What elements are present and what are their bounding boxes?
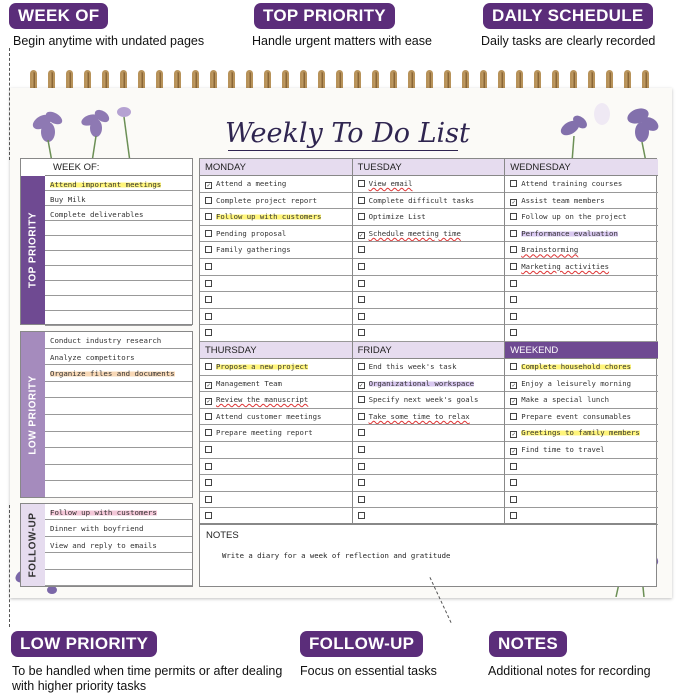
- task-row[interactable]: [200, 409, 352, 426]
- checkbox-icon[interactable]: ✓: [511, 398, 516, 406]
- checkbox-icon[interactable]: [510, 479, 517, 486]
- task-row[interactable]: [200, 508, 352, 525]
- task-row[interactable]: [353, 392, 505, 409]
- task-row[interactable]: [353, 193, 505, 210]
- task-row[interactable]: [505, 425, 658, 442]
- checkbox-icon[interactable]: [205, 446, 212, 453]
- task-text: Marketing activities: [521, 261, 610, 271]
- checkbox-icon[interactable]: [205, 463, 212, 470]
- list-item[interactable]: [45, 553, 192, 569]
- task-row[interactable]: [200, 475, 352, 492]
- list-item[interactable]: [45, 481, 192, 498]
- checkbox-icon[interactable]: [205, 429, 212, 436]
- checkbox-icon[interactable]: [358, 363, 365, 370]
- checkbox-icon[interactable]: [510, 413, 517, 420]
- task-row[interactable]: [505, 508, 658, 525]
- low-priority-box: [20, 331, 193, 498]
- task-row[interactable]: [200, 176, 352, 193]
- callout-low-priority: LOW PRIORITY: [11, 631, 157, 657]
- day-column-weekend: [505, 342, 658, 525]
- list-item[interactable]: [45, 251, 192, 266]
- task-row[interactable]: [353, 359, 505, 376]
- task-text: Prepare event consumables: [521, 411, 632, 421]
- checkbox-icon[interactable]: [358, 479, 365, 486]
- task-row[interactable]: [505, 276, 658, 293]
- task-text: Organizational workspace: [368, 378, 475, 388]
- checkbox-icon[interactable]: [510, 296, 517, 303]
- arrow-week-of: [9, 48, 10, 160]
- list-item-text: Conduct industry research: [50, 336, 162, 345]
- task-row[interactable]: [353, 508, 505, 525]
- list-item-text: Buy Milk: [50, 195, 86, 204]
- task-text: Performance evaluation: [521, 228, 618, 238]
- list-item-text: Organize files and documents: [50, 369, 175, 379]
- list-item[interactable]: [45, 191, 192, 206]
- checkbox-icon[interactable]: [510, 246, 517, 253]
- list-item[interactable]: [45, 398, 192, 415]
- day-column-tuesday: [353, 159, 506, 342]
- checkbox-icon[interactable]: ✓: [511, 431, 516, 439]
- task-row[interactable]: [200, 392, 352, 409]
- task-row[interactable]: [353, 242, 505, 259]
- checkbox-icon[interactable]: [510, 363, 517, 370]
- callout-daily-schedule-desc: Daily tasks are clearly recorded: [481, 34, 656, 48]
- checkbox-icon[interactable]: [205, 413, 212, 420]
- list-item[interactable]: [45, 537, 192, 553]
- list-item[interactable]: [45, 365, 192, 382]
- task-text: Complete project report: [216, 195, 318, 205]
- checkbox-icon[interactable]: [510, 313, 517, 320]
- list-item[interactable]: [45, 221, 192, 236]
- checkbox-icon[interactable]: ✓: [206, 381, 211, 389]
- task-row[interactable]: [353, 492, 505, 509]
- task-text: Optimize List: [368, 212, 426, 222]
- checkbox-icon[interactable]: [205, 512, 212, 519]
- day-header: THURSDAY: [200, 342, 352, 359]
- list-item[interactable]: [45, 176, 192, 191]
- checkbox-icon[interactable]: [358, 446, 365, 453]
- checkbox-icon[interactable]: [205, 246, 212, 253]
- task-text: Management Team: [216, 378, 282, 388]
- checkbox-icon[interactable]: [358, 396, 365, 403]
- list-item-text: Dinner with boyfriend: [50, 524, 144, 534]
- list-item[interactable]: [45, 382, 192, 399]
- task-row[interactable]: [200, 292, 352, 309]
- checkbox-icon[interactable]: [358, 413, 365, 420]
- day-header: WEEKEND: [505, 342, 658, 359]
- task-row[interactable]: [353, 209, 505, 226]
- task-row[interactable]: [505, 442, 658, 459]
- callout-follow-up-desc: Focus on essential tasks: [300, 664, 437, 678]
- checkbox-icon[interactable]: ✓: [359, 381, 363, 389]
- task-text: End this week's task: [368, 362, 457, 371]
- day-column-friday: [353, 342, 506, 525]
- callout-daily-schedule: DAILY SCHEDULE: [483, 3, 653, 29]
- task-text: Greetings to family members: [521, 428, 640, 438]
- task-text: Complete difficult tasks: [368, 195, 475, 205]
- callout-follow-up: FOLLOW-UP: [300, 631, 423, 657]
- checkbox-icon[interactable]: [510, 180, 517, 187]
- checkbox-icon[interactable]: [358, 496, 365, 503]
- checkbox-icon[interactable]: [205, 230, 212, 237]
- list-item[interactable]: [45, 266, 192, 281]
- task-row[interactable]: [353, 309, 505, 326]
- task-row[interactable]: [505, 176, 658, 193]
- notes-text[interactable]: Write a diary for a week of reflection and gratitude: [222, 551, 451, 560]
- checkbox-icon[interactable]: [358, 313, 365, 320]
- task-row[interactable]: [200, 309, 352, 326]
- task-row[interactable]: [505, 376, 658, 393]
- task-row[interactable]: [505, 292, 658, 309]
- task-text: Review the manuscript: [216, 395, 309, 405]
- task-row[interactable]: [353, 292, 505, 309]
- iris-flower-icon: [540, 92, 670, 162]
- task-row[interactable]: [200, 209, 352, 226]
- task-text: Schedule meeting time: [368, 228, 461, 238]
- task-text: Specify next week's goals: [368, 395, 479, 405]
- task-row[interactable]: [353, 259, 505, 276]
- list-item[interactable]: [45, 448, 192, 465]
- list-item-text: View and reply to emails: [50, 540, 157, 550]
- top-priority-box: [20, 158, 193, 325]
- checkbox-icon[interactable]: [358, 213, 365, 220]
- task-row[interactable]: [200, 359, 352, 376]
- task-text: Take some time to relax: [368, 411, 470, 421]
- task-text: Make a special lunch: [521, 395, 610, 405]
- list-item[interactable]: [45, 570, 192, 586]
- task-row[interactable]: [353, 226, 505, 243]
- task-text: Assist team members: [521, 195, 605, 205]
- checkbox-icon[interactable]: [358, 329, 365, 336]
- follow-up-list: [45, 504, 192, 586]
- day-column-monday: [200, 159, 353, 342]
- task-row[interactable]: [505, 459, 658, 476]
- checkbox-icon[interactable]: [205, 496, 212, 503]
- day-header: MONDAY: [200, 159, 352, 176]
- task-text: Propose a new project: [216, 362, 309, 371]
- task-row[interactable]: [505, 475, 658, 492]
- task-row[interactable]: [200, 459, 352, 476]
- callout-notes-desc: Additional notes for recording: [488, 664, 651, 678]
- checkbox-icon[interactable]: [205, 363, 212, 370]
- week-of-field[interactable]: WEEK OF:: [45, 159, 192, 176]
- task-row[interactable]: [505, 209, 658, 226]
- checkbox-icon[interactable]: [205, 313, 212, 320]
- task-row[interactable]: [505, 392, 658, 409]
- list-item[interactable]: [45, 332, 192, 349]
- list-item[interactable]: [45, 520, 192, 536]
- task-row[interactable]: [353, 442, 505, 459]
- checkbox-icon[interactable]: [510, 329, 517, 336]
- task-row[interactable]: [353, 409, 505, 426]
- checkbox-icon[interactable]: [205, 213, 212, 220]
- task-text: Follow up with customers: [216, 212, 322, 222]
- top-priority-list: [45, 176, 192, 326]
- task-row[interactable]: [200, 442, 352, 459]
- task-row[interactable]: [353, 425, 505, 442]
- list-item-text: Follow up with customers: [50, 508, 157, 517]
- checkbox-icon[interactable]: [358, 296, 365, 303]
- checkbox-icon[interactable]: ✓: [359, 231, 363, 239]
- callout-top-priority: TOP PRIORITY: [254, 3, 395, 29]
- day-header: WEDNESDAY: [505, 159, 658, 176]
- notes-box: [199, 524, 657, 587]
- task-text: Attend customer meetings: [216, 411, 322, 421]
- checkbox-icon[interactable]: [510, 512, 517, 519]
- task-text: Prepare meeting report: [216, 428, 313, 438]
- checkbox-icon[interactable]: [358, 180, 365, 187]
- task-text: Family gatherings: [216, 245, 291, 255]
- notes-label: NOTES: [206, 530, 239, 541]
- task-row[interactable]: [353, 475, 505, 492]
- checkbox-icon[interactable]: [510, 496, 517, 503]
- checkbox-icon[interactable]: ✓: [511, 447, 516, 455]
- list-item[interactable]: [45, 432, 192, 449]
- task-row[interactable]: [200, 259, 352, 276]
- callout-notes: NOTES: [489, 631, 567, 657]
- low-priority-sidebar: [21, 332, 45, 497]
- low-priority-label: LOW PRIORITY: [27, 374, 39, 455]
- task-row[interactable]: [505, 309, 658, 326]
- list-item[interactable]: [45, 236, 192, 251]
- list-item-text: Analyze competitors: [50, 352, 135, 362]
- task-row[interactable]: [353, 376, 505, 393]
- list-item[interactable]: [45, 415, 192, 432]
- checkbox-icon[interactable]: [358, 246, 365, 253]
- task-text: Find time to travel: [521, 444, 605, 454]
- checkbox-icon[interactable]: [358, 197, 365, 204]
- callout-week-of-desc: Begin anytime with undated pages: [13, 34, 205, 48]
- top-priority-label: TOP PRIORITY: [27, 211, 39, 289]
- task-row[interactable]: [200, 376, 352, 393]
- task-row[interactable]: [200, 226, 352, 243]
- callout-low-priority-desc: To be handled when time permits or after dealing with higher priority tasks: [12, 664, 283, 693]
- planner-title: Weekly To Do List: [225, 118, 470, 149]
- iris-flower-icon: [12, 92, 152, 162]
- task-row[interactable]: [505, 226, 658, 243]
- task-row[interactable]: [353, 276, 505, 293]
- day-column-wednesday: [505, 159, 658, 342]
- task-text: Attend training courses: [521, 179, 623, 188]
- task-row[interactable]: [505, 325, 658, 342]
- list-item[interactable]: [45, 296, 192, 311]
- task-row[interactable]: [200, 193, 352, 210]
- task-text: View email: [368, 179, 413, 188]
- checkbox-icon[interactable]: [205, 280, 212, 287]
- task-row[interactable]: [200, 492, 352, 509]
- checkbox-icon[interactable]: ✓: [511, 381, 516, 389]
- task-row[interactable]: [505, 193, 658, 210]
- checkbox-icon[interactable]: [510, 213, 517, 220]
- checkbox-icon[interactable]: [205, 296, 212, 303]
- list-item[interactable]: [45, 281, 192, 296]
- list-item[interactable]: [45, 311, 192, 326]
- task-text: Brainstorming: [521, 245, 579, 255]
- day-column-thursday: [200, 342, 353, 525]
- checkbox-icon[interactable]: [205, 479, 212, 486]
- task-row[interactable]: [505, 492, 658, 509]
- low-priority-list: [45, 332, 192, 498]
- title-underline: [228, 150, 458, 151]
- checkbox-icon[interactable]: [358, 280, 365, 287]
- list-item[interactable]: [45, 349, 192, 366]
- follow-up-box: [20, 503, 193, 587]
- checkbox-icon[interactable]: ✓: [206, 182, 211, 189]
- task-row[interactable]: [505, 409, 658, 426]
- task-row[interactable]: [200, 425, 352, 442]
- list-item[interactable]: [45, 206, 192, 221]
- checkbox-icon[interactable]: [358, 463, 365, 470]
- day-header: TUESDAY: [353, 159, 505, 176]
- list-item[interactable]: [45, 504, 192, 520]
- task-row[interactable]: [353, 459, 505, 476]
- follow-up-sidebar: [21, 504, 45, 586]
- task-row[interactable]: [200, 276, 352, 293]
- daily-schedule-grid: [199, 158, 657, 524]
- checkbox-icon[interactable]: ✓: [511, 198, 516, 206]
- checkbox-icon[interactable]: [510, 280, 517, 287]
- top-priority-sidebar: [21, 176, 45, 324]
- callout-top-priority-desc: Handle urgent matters with ease: [252, 34, 432, 48]
- checkbox-icon[interactable]: [205, 329, 212, 336]
- task-row[interactable]: [200, 242, 352, 259]
- list-item-text: Complete deliverables: [50, 210, 144, 219]
- checkbox-icon[interactable]: [358, 429, 365, 436]
- arrow-low-priority: [9, 505, 10, 627]
- task-row[interactable]: [353, 176, 505, 193]
- task-row[interactable]: [200, 325, 352, 342]
- checkbox-icon[interactable]: [205, 263, 212, 270]
- task-text: Follow up on the project: [521, 212, 627, 222]
- task-row[interactable]: [505, 359, 658, 376]
- task-row[interactable]: [353, 325, 505, 342]
- task-text: Pending proposal: [216, 228, 287, 238]
- task-text: Enjoy a leisurely morning: [521, 378, 632, 388]
- checkbox-icon[interactable]: [510, 263, 517, 270]
- checkbox-icon[interactable]: [358, 512, 365, 519]
- task-text: Attend a meeting: [216, 179, 287, 188]
- list-item[interactable]: [45, 465, 192, 482]
- checkbox-icon[interactable]: [510, 230, 517, 237]
- list-item-text: Attend important meetings: [50, 180, 162, 189]
- follow-up-label: FOLLOW-UP: [27, 512, 39, 578]
- checkbox-icon[interactable]: [205, 197, 212, 204]
- checkbox-icon[interactable]: ✓: [206, 398, 211, 406]
- task-row[interactable]: [505, 242, 658, 259]
- task-text: Complete household chores: [521, 362, 632, 371]
- day-header: FRIDAY: [353, 342, 505, 359]
- checkbox-icon[interactable]: [510, 463, 517, 470]
- task-row[interactable]: [505, 259, 658, 276]
- callout-week-of: WEEK OF: [9, 3, 108, 29]
- checkbox-icon[interactable]: [358, 263, 365, 270]
